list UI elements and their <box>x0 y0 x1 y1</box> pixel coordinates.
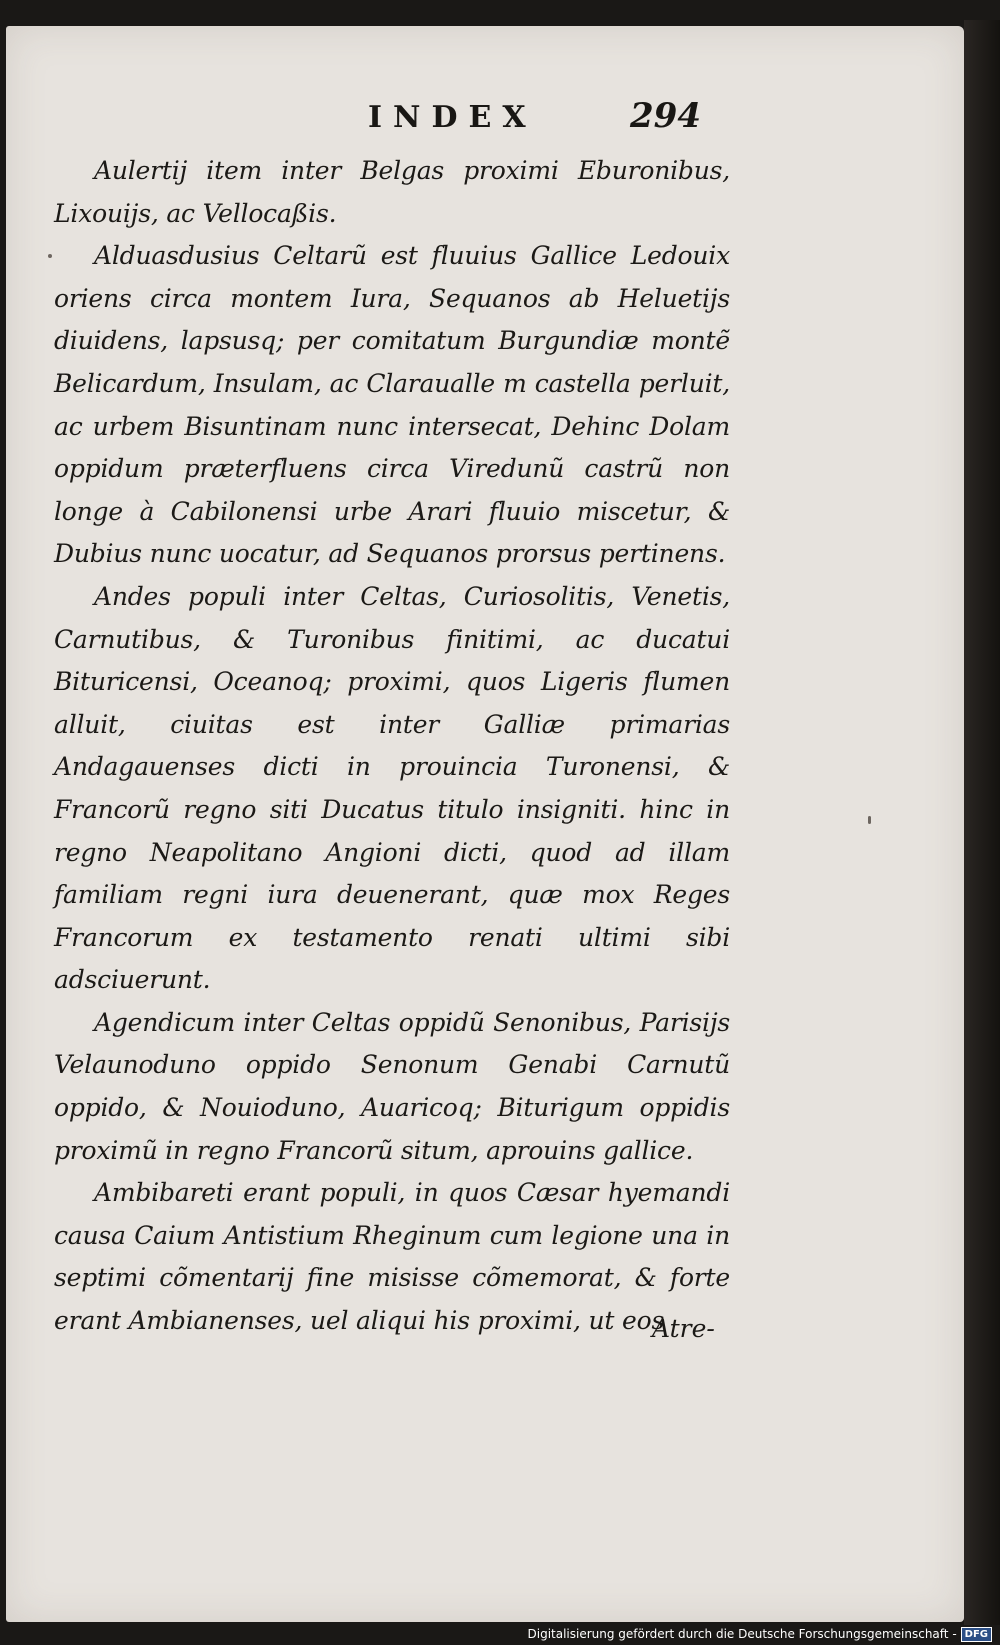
page-number: 294 <box>630 96 701 136</box>
page-title: INDEX <box>368 100 537 135</box>
paper-speck <box>48 254 52 258</box>
funding-text: Digitalisierung gefördert durch die Deutsche Forschungsgemeinschaft - <box>527 1627 957 1641</box>
index-entry-alduasdusius: Alduasdusius Celtarũ est fluuius Gallice Ledouix oriens circa montem Iura, Sequanos ab Heluetijs diuidens, lapsusq; per comitatum Burgundiæ montẽ Belicardum, Insulam, ac Claraualle m castella perluit, ac urbem Bisuntinam nunc intersecat, Dehinc Dolam oppidum præterfluens circa Viredunũ castrũ non longe à Cabilonensi urbe Arari fluuio miscetur, & Dubius nunc uocatur, ad Sequanos prorsus pertinens. <box>54 241 730 569</box>
paper-speck <box>868 816 871 824</box>
index-entry-agendicum: Agendicum inter Celtas oppidũ Senonibus, Parisijs Velaunoduno oppido Senonum Genabi Carnutũ oppido, & Nouioduno, Auaricoq; Biturigum oppidis proximũ in regno Francorũ situm, aprouins gallice. <box>54 1007 730 1165</box>
index-entry-aulertij: Aulertij item inter Belgas proximi Eburonibus, Lixouijs, ac Vellocaßis. <box>54 156 730 228</box>
index-text <box>54 150 730 1343</box>
catchword: Atre- <box>652 1314 715 1343</box>
dfg-logo: DFG <box>961 1627 992 1642</box>
funding-footer <box>528 1625 993 1643</box>
running-head <box>0 96 730 140</box>
book-edge <box>964 20 1000 1625</box>
index-entry-ambibareti: Ambibareti erant populi, in quos Cæsar hyemandi causa Caium Antistium Rheginum cum legione una in septimi cõmentarij fine misisse cõmemorat, & forte erant Ambianenses, uel aliqui his proximi, ut eos <box>54 1178 730 1336</box>
index-entry-andes: Andes populi inter Celtas, Curiosolitis, Venetis, Carnutibus, & Turonibus finitimi, ac ducatui Bituricensi, Oceanoq; proximi, quos Ligeris flumen alluit, ciuitas est inter Galliæ primarias Andagauenses dicti in prouincia Turonensi, & Francorũ regno siti Ducatus titulo insigniti. hinc in regno Neapolitano Angioni dicti, quod ad illam familiam regni iura deuenerant, quæ mox Reges Francorum ex testamento renati ultimi sibi adsciuerunt. <box>54 581 730 995</box>
